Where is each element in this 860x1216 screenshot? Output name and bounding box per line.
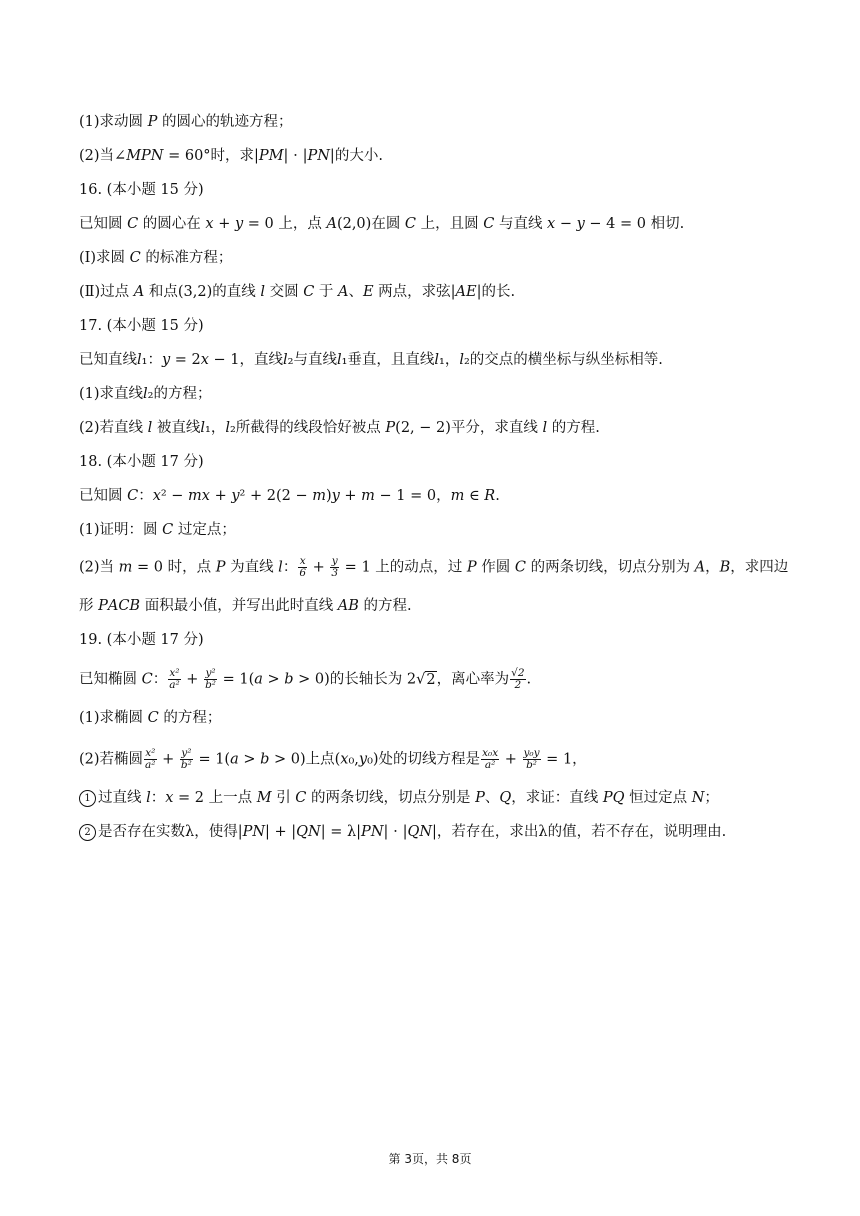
question-15-part-1: (1)求动圆 𝑃 的圆心的轨迹方程； — [79, 114, 293, 130]
question-17-stem: 已知直线𝑙₁：𝑦 = 2𝑥 − 1，直线𝑙₂与直线𝑙₁垂直，且直线𝑙₁，𝑙₂的交点的横坐标与纵坐标相等. — [79, 352, 663, 368]
question-18-part-2-line-2: 形 𝑃𝐴𝐶𝐵 面积最小值，并写出此时直线 𝐴𝐵 的方程. — [79, 598, 412, 614]
fraction-x2-over-a2-2: $\frac{\text{𝑥²}}{\text{𝑎²}}$ — [145, 747, 156, 771]
question-17-part-1: (1)求直线𝑙₂的方程； — [79, 386, 212, 402]
circled-number-2: 2 — [79, 824, 96, 841]
q18-part2-text-b: = 1 上的动点，过 𝑃 作圆 𝐶 的两条切线，切点分别为 𝐴，𝐵，求四边 — [340, 559, 789, 576]
fraction-y2-over-b2: $\frac{\text{𝑦²}}{\text{𝑏²}}$ — [205, 667, 217, 691]
question-17-part-2: (2)若直线 𝑙 被直线𝑙₁，𝑙₂所截得的线段恰好被点 𝑃(2, − 2)平分，求直线 𝑙 的方程. — [79, 420, 600, 436]
sqrt-2: √2 — [416, 671, 436, 688]
question-16-part-2: (Ⅱ)过点 𝐴 和点(3,2)的直线 𝑙 交圆 𝐶 于 𝐴、𝐸 两点，求弦|𝐴𝐸|的长. — [79, 284, 516, 300]
fraction-x0x-over-a2: $\frac{\text{𝑥₀𝑥}}{\text{𝑎²}}$ — [482, 747, 499, 771]
q18-part2-text-a: (2)当 𝑚 = 0 时，点 𝑃 为直线 𝑙： — [79, 559, 298, 576]
question-19-part-1: (1)求椭圆 𝐶 的方程； — [79, 710, 222, 726]
question-18-part-1: (1)证明：圆 𝐶 过定点； — [79, 522, 236, 538]
question-19-part-2: (2)若椭圆 $\frac{\text{𝑥²}}{\text{𝑎²}}$ + $\frac{\text{𝑦²}}{\text{𝑏²}}$ = 1(𝑎 > 𝑏 > 0)上点(𝑥₀,𝑦₀)处的切线方程是 $\frac{\text{𝑥₀𝑥}}{\text{𝑎²}}$ + $\frac{\text{𝑦₀𝑦}}{\text{𝑏²}}$ = 1， — [79, 747, 587, 771]
fraction-y2-over-b2-2: $\frac{\text{𝑦²}}{\text{𝑏²}}$ — [180, 747, 192, 771]
fraction-root2-over-2: $\frac{√2}{2}$ — [511, 667, 525, 691]
circled-number-1: 1 — [79, 790, 96, 807]
question-19-stem: 已知椭圆 𝐶： $\frac{\text{𝑥²}}{\text{𝑎²}}$ + $\frac{\text{𝑦²}}{\text{𝑏²}}$ = 1(𝑎 > 𝑏 > 0)的长轴长为 2√2，离心率为 $\frac{√2}{2}$ . — [79, 667, 532, 691]
question-19-sub-1: 1 过直线 𝑙：𝑥 = 2 上一点 𝑀 引 𝐶 的两条切线，切点分别是 𝑃、𝑄，求证：直线 𝑃𝑄 恒过定点 𝑁； — [79, 788, 719, 808]
question-18-heading: 18. (本小题 17 分) — [79, 454, 204, 470]
question-15-part-2: (2)当∠𝑀𝑃𝑁 = 60°时，求|𝑃𝑀| ⋅ |𝑃𝑁|的大小. — [79, 148, 383, 164]
fraction-y-over-3: $\frac{\text{𝑦}}{3}$ — [331, 555, 339, 579]
question-16-part-1: (Ⅰ)求圆 𝐶 的标准方程； — [79, 250, 233, 266]
fraction-x-over-6: $\frac{\text{𝑥}}{6}$ — [299, 555, 307, 579]
fraction-x2-over-a2: $\frac{\text{𝑥²}}{\text{𝑎²}}$ — [169, 667, 180, 691]
question-18-part-2-line-1: (2)当 𝑚 = 0 时，点 𝑃 为直线 𝑙： $\frac{\text{𝑥}}{6}$ + $\frac{\text{𝑦}}{3}$ = 1 上的动点，过 𝑃 作圆 𝐶 的两条切线，切点分别为 𝐴，𝐵，求四边 — [79, 555, 789, 579]
question-16-heading: 16. (本小题 15 分) — [79, 182, 204, 198]
question-17-heading: 17. (本小题 15 分) — [79, 318, 204, 334]
question-18-stem: 已知圆 𝐶：𝑥² − 𝑚𝑥 + 𝑦² + 2(2 − 𝑚)𝑦 + 𝑚 − 1 = 0，𝑚 ∈ 𝑅. — [79, 488, 500, 504]
fraction-y0y-over-b2: $\frac{\text{𝑦₀𝑦}}{\text{𝑏²}}$ — [523, 747, 540, 771]
page-footer: 第 3页，共 8页 — [388, 1152, 472, 1166]
question-19-sub-2: 2 是否存在实数λ，使得|𝑃𝑁| + |𝑄𝑁| = λ|𝑃𝑁| ⋅ |𝑄𝑁|，若存在，求出λ的值，若不存在，说明理由. — [79, 822, 726, 842]
question-19-heading: 19. (本小题 17 分) — [79, 632, 204, 648]
question-16-stem: 已知圆 𝐶 的圆心在 𝑥 + 𝑦 = 0 上，点 𝐴(2,0)在圆 𝐶 上，且圆 𝐶 与直线 𝑥 − 𝑦 − 4 = 0 相切. — [79, 216, 685, 232]
